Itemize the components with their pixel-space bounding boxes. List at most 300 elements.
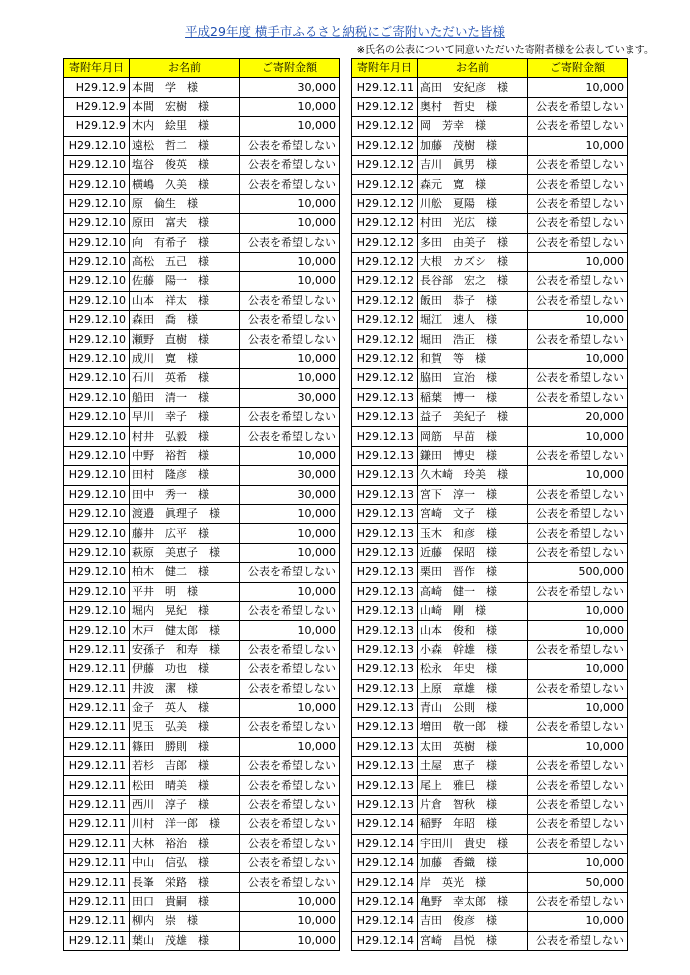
donation-date: H29.12.11 [64,873,130,892]
donation-amount: 公表を希望しない [528,330,628,349]
donation-date: H29.12.11 [64,931,130,950]
donation-date: H29.12.11 [64,776,130,795]
table-row [64,466,340,485]
donation-date: H29.12.12 [352,117,418,136]
table-row [64,892,340,911]
donation-amount: 10,000 [240,117,340,136]
donation-amount: 公表を希望しない [528,155,628,174]
donation-amount: 10,000 [240,194,340,213]
donation-amount: 公表を希望しない [528,446,628,465]
table-row [64,155,340,174]
donor-name: 小森 幹雄 様 [418,640,528,659]
table-row [352,718,628,737]
donor-name: 船田 清一 様 [130,388,240,407]
table-row [352,252,628,271]
donor-name: 松田 晴美 様 [130,776,240,795]
table-row [352,136,628,155]
donation-amount: 30,000 [240,388,340,407]
donation-date: H29.12.11 [64,854,130,873]
table-row [64,524,340,543]
donor-name: 柏木 健二 様 [130,563,240,582]
table-row [64,582,340,601]
donor-name: 宮下 淳一 様 [418,485,528,504]
table-row [64,718,340,737]
donor-name: 片倉 智秋 様 [418,795,528,814]
table-row [64,175,340,194]
donation-amount: 公表を希望しない [240,563,340,582]
donation-amount: 公表を希望しない [240,601,340,620]
donation-amount: 10,000 [528,427,628,446]
donation-date: H29.12.12 [352,369,418,388]
donation-amount: 公表を希望しない [240,718,340,737]
donation-date: H29.12.11 [64,698,130,717]
donation-amount: 10,000 [240,252,340,271]
donation-date: H29.12.10 [64,233,130,252]
donation-date: H29.12.14 [352,834,418,853]
donation-amount: 公表を希望しない [240,427,340,446]
donation-amount: 公表を希望しない [240,795,340,814]
donation-date: H29.12.14 [352,873,418,892]
table-row [64,349,340,368]
table-row [64,543,340,562]
donor-name: 堀江 速人 様 [418,311,528,330]
donation-amount: 10,000 [528,660,628,679]
table-row [352,485,628,504]
donor-name: 多田 由美子 様 [418,233,528,252]
donor-name: 脇田 宣治 様 [418,369,528,388]
donor-name: 遠松 哲二 様 [130,136,240,155]
donor-name: 中山 信弘 様 [130,854,240,873]
donation-date: H29.12.13 [352,679,418,698]
donor-name: 太田 英樹 様 [418,737,528,756]
donation-amount: 公表を希望しない [528,388,628,407]
donation-date: H29.12.10 [64,485,130,504]
donation-amount: 10,000 [240,504,340,523]
donor-name: 安孫子 和寿 様 [130,640,240,659]
table-row [64,272,340,291]
donor-name: 大林 裕治 様 [130,834,240,853]
donor-name: 田口 貴嗣 様 [130,892,240,911]
donation-amount: 10,000 [240,349,340,368]
donation-amount: 公表を希望しない [240,815,340,834]
donation-date: H29.12.12 [352,214,418,233]
table-row [352,621,628,640]
donation-date: H29.12.10 [64,194,130,213]
column-header-amount: ご寄附金額 [240,59,340,78]
table-row [64,737,340,756]
table-row [352,757,628,776]
donation-date: H29.12.10 [64,524,130,543]
donor-name: 葉山 茂雄 様 [130,931,240,950]
donation-date: H29.12.13 [352,718,418,737]
donation-amount: 公表を希望しない [528,795,628,814]
donation-date: H29.12.11 [64,718,130,737]
donation-amount: 公表を希望しない [528,931,628,950]
table-row [352,563,628,582]
donation-date: H29.12.13 [352,640,418,659]
table-header-row [64,59,340,78]
donation-amount: 公表を希望しない [528,892,628,911]
table-row [64,311,340,330]
table-row [64,330,340,349]
donation-amount: 公表を希望しない [528,679,628,698]
donation-date: H29.12.13 [352,737,418,756]
donation-amount: 公表を希望しない [528,757,628,776]
donation-amount: 公表を希望しない [528,272,628,291]
donor-name: 稲葉 博一 様 [418,388,528,407]
donor-name: 岸 英光 様 [418,873,528,892]
donor-name: 児玉 弘美 様 [130,718,240,737]
donor-name: 堀田 浩正 様 [418,330,528,349]
table-row [352,776,628,795]
donor-name: 近藤 保昭 様 [418,543,528,562]
donation-amount: 公表を希望しない [240,679,340,698]
table-row [352,582,628,601]
donation-amount: 公表を希望しない [528,485,628,504]
table-row [352,78,628,97]
donation-date: H29.12.10 [64,621,130,640]
donation-date: H29.12.10 [64,466,130,485]
donor-name: 久木崎 玲美 様 [418,466,528,485]
donation-amount: 公表を希望しない [240,311,340,330]
table-row [352,388,628,407]
table-row [64,408,340,427]
donation-date: H29.12.14 [352,892,418,911]
donor-name: 村田 光広 様 [418,214,528,233]
column-header-date: 寄附年月日 [64,59,130,78]
donation-date: H29.12.11 [64,892,130,911]
donation-date: H29.12.13 [352,601,418,620]
donor-name: 藤井 広平 様 [130,524,240,543]
donation-amount: 50,000 [528,873,628,892]
donation-amount: 10,000 [528,854,628,873]
table-row [352,175,628,194]
donor-name: 石川 英希 様 [130,369,240,388]
donation-amount: 公表を希望しない [240,291,340,310]
donation-date: H29.12.13 [352,543,418,562]
donation-date: H29.12.11 [64,679,130,698]
donor-name: 篠田 勝則 様 [130,737,240,756]
table-row [64,97,340,116]
donor-name: 瀬野 直樹 様 [130,330,240,349]
donation-amount: 公表を希望しない [528,369,628,388]
table-row [352,892,628,911]
table-row [64,117,340,136]
donation-date: H29.12.12 [352,311,418,330]
donation-date: H29.12.10 [64,330,130,349]
donation-amount: 10,000 [240,582,340,601]
donation-date: H29.12.12 [352,175,418,194]
donation-amount: 公表を希望しない [528,815,628,834]
table-row [64,640,340,659]
donation-amount: 公表を希望しない [240,834,340,853]
donation-date: H29.12.13 [352,427,418,446]
donation-date: H29.12.13 [352,621,418,640]
donation-amount: 10,000 [240,214,340,233]
donation-date: H29.12.13 [352,524,418,543]
donation-amount: 10,000 [240,524,340,543]
donation-date: H29.12.11 [64,640,130,659]
donor-name: 岡 芳幸 様 [418,117,528,136]
donation-date: H29.12.9 [64,97,130,116]
donation-amount: 10,000 [528,136,628,155]
donation-amount: 公表を希望しない [528,97,628,116]
column-header-name: お名前 [130,59,240,78]
donation-amount: 10,000 [240,912,340,931]
donation-amount: 30,000 [240,466,340,485]
donor-name: 青山 公則 様 [418,698,528,717]
donor-name: 佐藤 陽一 様 [130,272,240,291]
donation-date: H29.12.12 [352,252,418,271]
donor-name: 稲野 年昭 様 [418,815,528,834]
donation-date: H29.12.10 [64,388,130,407]
donor-name: 和賀 等 様 [418,349,528,368]
donation-date: H29.12.11 [64,737,130,756]
donation-amount: 公表を希望しない [528,504,628,523]
table-row [352,408,628,427]
donation-amount: 公表を希望しない [240,330,340,349]
table-row [64,776,340,795]
donation-date: H29.12.12 [352,136,418,155]
donor-name: 田村 隆彦 様 [130,466,240,485]
donor-name: 加藤 香織 様 [418,854,528,873]
donor-name: 長峯 栄路 様 [130,873,240,892]
donation-date: H29.12.11 [64,795,130,814]
table-row [64,194,340,213]
table-row [352,854,628,873]
donor-name: 早川 幸子 様 [130,408,240,427]
table-row [64,834,340,853]
donation-amount: 公表を希望しない [240,175,340,194]
donation-amount: 公表を希望しない [528,776,628,795]
donation-amount: 30,000 [240,78,340,97]
donor-name: 宇田川 貴史 様 [418,834,528,853]
table-row [352,97,628,116]
donor-name: 増田 敬一郎 様 [418,718,528,737]
donation-date: H29.12.13 [352,582,418,601]
donation-amount: 公表を希望しない [528,543,628,562]
donation-amount: 30,000 [240,485,340,504]
table-row [352,601,628,620]
donation-date: H29.12.13 [352,660,418,679]
table-row [352,349,628,368]
page-title: 平成29年度 横手市ふるさと納税にご寄附いただいた皆様 [185,24,505,39]
donation-date: H29.12.12 [352,155,418,174]
table-row [64,252,340,271]
donation-date: H29.12.11 [64,815,130,834]
table-row [64,214,340,233]
donation-amount: 10,000 [240,698,340,717]
table-row [64,698,340,717]
donation-date: H29.12.10 [64,504,130,523]
donation-amount: 500,000 [528,563,628,582]
donation-date: H29.12.10 [64,252,130,271]
donation-date: H29.12.13 [352,757,418,776]
donation-amount: 公表を希望しない [528,640,628,659]
donation-amount: 10,000 [240,543,340,562]
table-row [64,446,340,465]
donation-amount: 10,000 [528,311,628,330]
donation-amount: 10,000 [240,892,340,911]
table-row [64,504,340,523]
donation-amount: 公表を希望しない [240,757,340,776]
table-row [64,563,340,582]
donor-name: 上原 章雄 様 [418,679,528,698]
donation-date: H29.12.10 [64,272,130,291]
donor-name: 本間 宏樹 様 [130,97,240,116]
donor-name: 松永 年史 様 [418,660,528,679]
donation-amount: 10,000 [528,912,628,931]
donor-name: 若杉 吉郎 様 [130,757,240,776]
table-row [352,524,628,543]
donor-name: 土屋 恵子 様 [418,757,528,776]
donation-date: H29.12.10 [64,175,130,194]
donor-name: 山本 俊和 様 [418,621,528,640]
donor-name: 山本 祥太 様 [130,291,240,310]
donation-amount: 10,000 [240,272,340,291]
donation-date: H29.12.12 [352,233,418,252]
donation-amount: 10,000 [240,931,340,950]
table-row [64,233,340,252]
donation-date: H29.12.14 [352,912,418,931]
donor-name: 平井 明 様 [130,582,240,601]
donation-date: H29.12.13 [352,388,418,407]
donation-date: H29.12.13 [352,446,418,465]
donor-name: 高田 安紀彦 様 [418,78,528,97]
donation-amount: 公表を希望しない [240,660,340,679]
donation-date: H29.12.13 [352,776,418,795]
donation-amount: 公表を希望しない [240,136,340,155]
donor-name: 中野 裕哲 様 [130,446,240,465]
donor-name: 渡邉 眞理子 様 [130,504,240,523]
table-row [352,931,628,950]
table-row [64,291,340,310]
donation-amount: 10,000 [240,97,340,116]
donation-date: H29.12.10 [64,136,130,155]
table-row [64,78,340,97]
donation-date: H29.12.12 [352,97,418,116]
donation-amount: 公表を希望しない [528,175,628,194]
donation-date: H29.12.14 [352,931,418,950]
donation-amount: 公表を希望しない [240,155,340,174]
table-row [64,601,340,620]
donation-amount: 公表を希望しない [528,117,628,136]
donor-name: 森元 寛 様 [418,175,528,194]
table-row [64,660,340,679]
donation-amount: 10,000 [240,446,340,465]
donation-date: H29.12.10 [64,369,130,388]
donor-name: 木内 絵里 様 [130,117,240,136]
donation-amount: 10,000 [528,621,628,640]
column-header-date: 寄附年月日 [352,59,418,78]
donation-date: H29.12.12 [352,330,418,349]
donation-date: H29.12.11 [64,660,130,679]
donor-name: 高崎 健一 様 [418,582,528,601]
donation-date: H29.12.11 [64,757,130,776]
donor-name: 加藤 茂樹 様 [418,136,528,155]
donor-name: 飯田 恭子 様 [418,291,528,310]
donor-name: 高松 五己 様 [130,252,240,271]
table-row [352,640,628,659]
table-row [352,311,628,330]
donation-amount: 公表を希望しない [528,194,628,213]
donor-name: 川村 洋一郎 様 [130,815,240,834]
table-row [352,795,628,814]
donation-amount: 公表を希望しない [240,776,340,795]
donation-date: H29.12.10 [64,563,130,582]
donation-amount: 10,000 [240,737,340,756]
donation-date: H29.12.9 [64,78,130,97]
donation-amount: 公表を希望しない [240,233,340,252]
donor-name: 奥村 哲史 様 [418,97,528,116]
donor-name: 村井 弘毅 様 [130,427,240,446]
donation-date: H29.12.13 [352,408,418,427]
donation-date: H29.12.12 [352,194,418,213]
donation-amount: 10,000 [528,466,628,485]
table-row [64,485,340,504]
donor-name: 西川 淳子 様 [130,795,240,814]
donation-date: H29.12.14 [352,854,418,873]
table-row [352,155,628,174]
donation-date: H29.12.13 [352,466,418,485]
donor-name: 鎌田 博史 様 [418,446,528,465]
donor-name: 尾上 雅巳 様 [418,776,528,795]
table-row [352,466,628,485]
donation-amount: 公表を希望しない [240,873,340,892]
table-row [64,369,340,388]
donation-amount: 10,000 [528,252,628,271]
table-row [64,757,340,776]
donor-name: 亀野 幸太郎 様 [418,892,528,911]
donor-name: 川舩 夏陽 様 [418,194,528,213]
donation-date: H29.12.11 [352,78,418,97]
table-row [352,214,628,233]
donor-name: 本間 学 様 [130,78,240,97]
column-header-amount: ご寄附金額 [528,59,628,78]
table-row [352,679,628,698]
table-row [64,136,340,155]
table-row [64,679,340,698]
table-row [352,291,628,310]
table-row [352,543,628,562]
donation-date: H29.12.13 [352,563,418,582]
donor-name: 玉木 和彦 様 [418,524,528,543]
disclosure-note: ※氏名の公表について同意いただいた寄附者様を公表しています。 [356,45,654,56]
donation-date: H29.12.14 [352,815,418,834]
donation-amount: 10,000 [528,349,628,368]
table-row [64,621,340,640]
donor-name: 木戸 健太郎 様 [130,621,240,640]
donor-name: 向 有希子 様 [130,233,240,252]
table-row [64,815,340,834]
table-header-row [352,59,628,78]
donor-name: 伊藤 功也 様 [130,660,240,679]
donor-name: 益子 美紀子 様 [418,408,528,427]
donor-name: 原田 富夫 様 [130,214,240,233]
donation-amount: 10,000 [240,621,340,640]
table-row [352,504,628,523]
donation-date: H29.12.11 [64,834,130,853]
donor-table-left [63,58,340,951]
donor-name: 山崎 剛 様 [418,601,528,620]
table-row [352,446,628,465]
donor-name: 岡筋 早苗 様 [418,427,528,446]
donation-date: H29.12.10 [64,446,130,465]
table-row [64,931,340,950]
donation-date: H29.12.9 [64,117,130,136]
table-row [64,873,340,892]
table-row [352,873,628,892]
